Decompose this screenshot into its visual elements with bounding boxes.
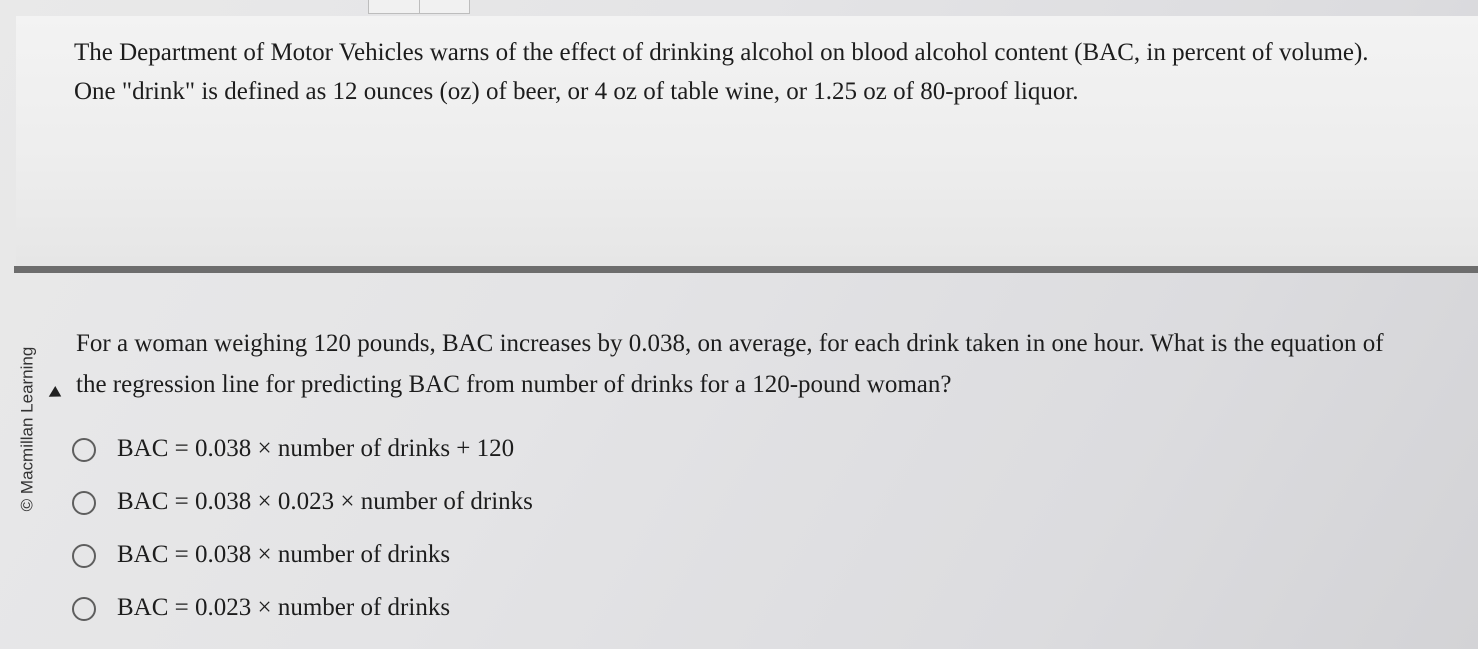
answer-option-4[interactable]	[72, 581, 533, 634]
answer-option-3[interactable]	[72, 528, 533, 581]
radio-button[interactable]	[72, 491, 96, 515]
question-text: For a woman weighing 120 pounds, BAC increases by 0.038, on average, for each drink taken in one hour. What is the equation of the regression line for predicting BAC from number of drinks for a 120-pound woman?	[76, 330, 1384, 398]
section-divider	[14, 266, 1478, 273]
answer-option-1[interactable]	[72, 422, 533, 475]
mouse-cursor-icon	[46, 386, 62, 402]
top-tab-fragment	[368, 0, 470, 14]
intro-panel	[16, 16, 1478, 266]
intro-text: The Department of Motor Vehicles warns of the effect of drinking alcohol on blood alcohol content (BAC, in percent of volume). One "drink" is defined as 12 ounces (oz) of beer, or 4 oz of table wine, or 1.25 oz of 80-proof liquor.	[74, 39, 1369, 105]
answer-option-label: BAC = 0.038 × number of drinks + 120	[117, 434, 515, 462]
radio-button[interactable]	[72, 438, 96, 462]
answer-option-2[interactable]	[72, 475, 533, 528]
copyright-text: © Macmillan Learning	[17, 346, 36, 512]
radio-button[interactable]	[72, 597, 96, 621]
answer-options	[72, 422, 533, 634]
copyright-notice	[13, 318, 41, 540]
answer-option-label: BAC = 0.038 × number of drinks	[117, 540, 451, 568]
radio-button[interactable]	[72, 544, 96, 568]
answer-option-label: BAC = 0.038 × 0.023 × number of drinks	[117, 487, 533, 515]
answer-option-label: BAC = 0.023 × number of drinks	[117, 593, 451, 621]
